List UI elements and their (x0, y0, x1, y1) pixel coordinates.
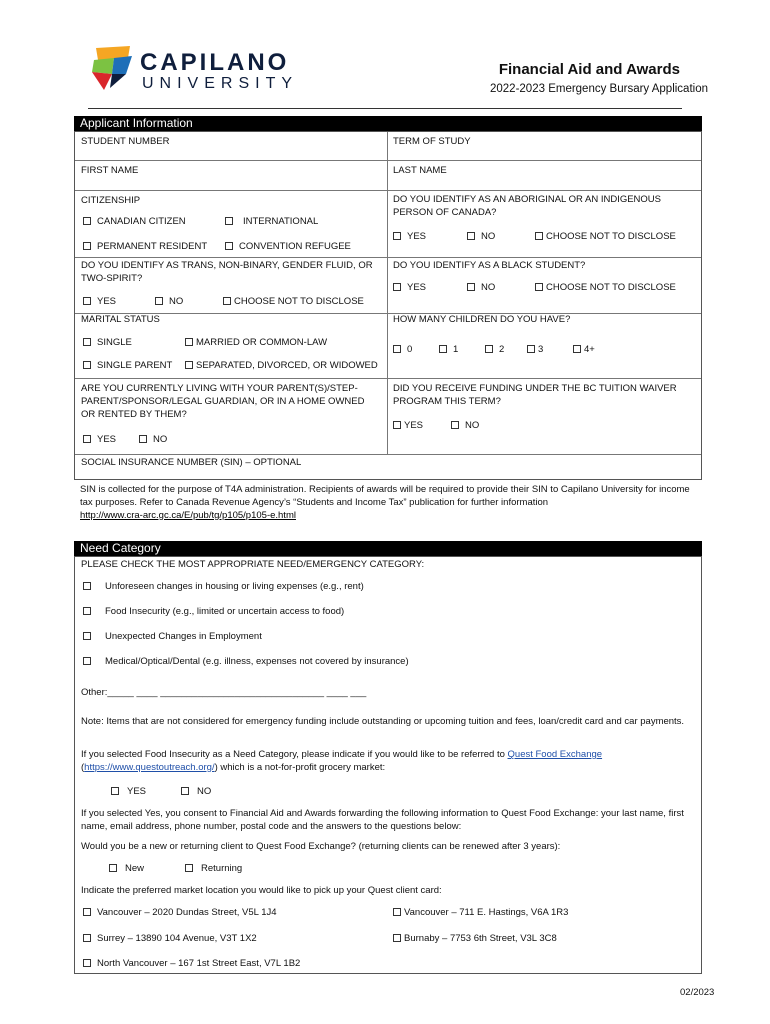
capilano-logo (90, 44, 300, 96)
checkbox-icon (181, 787, 189, 795)
checkbox-icon (83, 934, 91, 942)
parents-yes-checkbox[interactable]: YES (83, 434, 116, 447)
checkbox-icon (185, 361, 193, 369)
sin-note: SIN is collected for the purpose of T4A administration. Recipients of awards will be required to provide their SIN to Capilano University for income tax purposes. Refer to Canada Revenue Agency’s “Students and Income Tax” publication for further information http://www.cra-arc.gc.ca/E/pub/tg/p105/p105-e.html (80, 484, 690, 521)
header-divider (88, 108, 682, 109)
need-instruction: PLEASE CHECK THE MOST APPROPRIATE NEED/EMERGENCY CATEGORY: (81, 559, 425, 570)
checkbox-icon (485, 345, 493, 353)
living-with-parents-question: ARE YOU CURRENTLY LIVING WITH YOUR PARENT(S)/STEP-PARENT/SPONSOR/LEGAL GUARDIAN, OR IN A HOME OWNED OR RENTED BY THEM? (81, 383, 365, 420)
capilano-shield-icon (90, 44, 136, 92)
black-student-question: DO YOU IDENTIFY AS A BLACK STUDENT? (393, 260, 586, 271)
applicant-info-table (74, 131, 702, 480)
checkbox-icon (83, 908, 91, 916)
citizenship-label: CITIZENSHIP (81, 195, 141, 206)
marital-separated-checkbox[interactable]: SEPARATED, DIVORCED, OR WIDOWED (185, 360, 378, 373)
indigenous-yes-checkbox[interactable]: YES (393, 231, 426, 244)
checkbox-icon (83, 657, 91, 665)
children-4plus-checkbox[interactable]: 4+ (573, 344, 595, 357)
checkbox-icon (439, 345, 447, 353)
checkbox-icon (393, 908, 401, 916)
checkbox-icon (83, 361, 91, 369)
checkbox-icon (535, 232, 543, 240)
checkbox-icon (451, 421, 459, 429)
black-yes-checkbox[interactable]: YES (393, 282, 426, 295)
quest-food-exchange-link[interactable]: Quest Food Exchange (507, 749, 603, 760)
need-section-header: Need Category (74, 541, 702, 556)
checkbox-icon (393, 421, 401, 429)
citizenship-permanent-resident-checkbox[interactable]: PERMANENT RESIDENT (83, 241, 207, 254)
new-client-question: Would you be a new or returning client to Quest Food Exchange? (returning clients can be renewed after 3 years): (81, 841, 561, 852)
children-question: HOW MANY CHILDREN DO YOU HAVE? (393, 314, 571, 325)
black-not-disclose-checkbox[interactable]: CHOOSE NOT TO DISCLOSE (535, 282, 676, 295)
marital-status-label: MARITAL STATUS (81, 314, 160, 325)
row-divider (75, 190, 701, 191)
checkbox-icon (467, 232, 475, 240)
checkbox-icon (83, 217, 91, 225)
checkbox-icon (393, 934, 401, 942)
location-question: Indicate the preferred market location you would like to pick up your Quest client card: (81, 885, 442, 896)
quest-outreach-url-link[interactable]: https://www.questoutreach.org/ (84, 761, 215, 773)
tuition-waiver-yes-checkbox[interactable]: YES (393, 420, 423, 433)
indigenous-no-checkbox[interactable]: NO (467, 231, 495, 244)
need-other-field[interactable]: Other:_____ ____ _______________________________ ____ ___ (81, 687, 367, 698)
column-divider (387, 132, 388, 454)
checkbox-icon (225, 217, 233, 225)
marital-single-checkbox[interactable]: SINGLE (83, 337, 132, 350)
need-note: Note: Items that are not considered for emergency funding include outstanding or upcoming tuition and fees, loan/credit card and car payments. (81, 716, 685, 727)
checkbox-icon (527, 345, 535, 353)
checkbox-icon (185, 864, 193, 872)
checkbox-icon (111, 787, 119, 795)
need-housing-checkbox[interactable]: Unforeseen changes in housing or living expenses (e.g., rent) (83, 581, 364, 594)
marital-single-parent-checkbox[interactable]: SINGLE PARENT (83, 360, 172, 373)
children-1-checkbox[interactable]: 1 (439, 344, 458, 357)
need-category-panel (74, 556, 702, 974)
location-surrey-checkbox[interactable]: Surrey – 13890 104 Avenue, V3T 1X2 (83, 933, 257, 946)
checkbox-icon (83, 632, 91, 640)
location-vancouver-hastings-checkbox[interactable]: Vancouver – 711 E. Hastings, V6A 1R3 (393, 907, 568, 920)
checkbox-icon (83, 607, 91, 615)
location-north-vancouver-checkbox[interactable]: North Vancouver – 167 1st Street East, V7L 1B2 (83, 958, 300, 971)
sin-field[interactable]: SOCIAL INSURANCE NUMBER (SIN) – OPTIONAL (81, 457, 302, 468)
checkbox-icon (225, 242, 233, 250)
checkbox-icon (185, 338, 193, 346)
checkbox-icon (139, 435, 147, 443)
children-0-checkbox[interactable]: 0 (393, 344, 412, 357)
food-referral-yes-checkbox[interactable]: YES (111, 786, 146, 799)
children-3-checkbox[interactable]: 3 (527, 344, 543, 357)
logo-wordmark-capilano: CAPILANO (140, 49, 290, 76)
citizenship-convention-refugee-checkbox[interactable]: CONVENTION REFUGEE (225, 241, 351, 254)
need-employment-checkbox[interactable]: Unexpected Changes in Employment (83, 631, 262, 644)
indigenous-question: DO YOU IDENTIFY AS AN ABORIGINAL OR AN INDIGENOUS PERSON OF CANADA? (393, 194, 661, 218)
tuition-waiver-no-checkbox[interactable]: NO (451, 420, 479, 433)
citizenship-canadian-checkbox[interactable]: CANADIAN CITIZEN (83, 216, 186, 229)
checkbox-icon (393, 232, 401, 240)
need-medical-checkbox[interactable]: Medical/Optical/Dental (e.g. illness, expenses not covered by insurance) (83, 656, 409, 669)
footer-date: 02/2023 (680, 987, 715, 998)
parents-no-checkbox[interactable]: NO (139, 434, 167, 447)
row-divider (75, 378, 701, 379)
row-divider (75, 313, 701, 314)
checkbox-icon (83, 959, 91, 967)
trans-no-checkbox[interactable]: NO (155, 296, 183, 309)
trans-question: DO YOU IDENTIFY AS TRANS, NON-BINARY, GENDER FLUID, OR TWO-SPIRIT? (81, 260, 373, 284)
last-name-field[interactable]: LAST NAME (393, 165, 447, 176)
checkbox-icon (83, 435, 91, 443)
quest-consent-text: If you selected Yes, you consent to Financial Aid and Awards forwarding the following information to Quest Food Exchange: your last name, first name, email address, phone number, postal code and the answers to the questions below: (81, 808, 684, 832)
need-food-checkbox[interactable]: Food Insecurity (e.g., limited or uncertain access to food) (83, 606, 344, 619)
food-referral-no-checkbox[interactable]: NO (181, 786, 211, 799)
student-number-field[interactable]: STUDENT NUMBER (81, 136, 170, 147)
first-name-field[interactable]: FIRST NAME (81, 165, 139, 176)
term-of-study-field[interactable]: TERM OF STUDY (393, 136, 471, 147)
client-new-checkbox[interactable]: New (109, 863, 144, 876)
trans-yes-checkbox[interactable]: YES (83, 296, 116, 309)
trans-not-disclose-checkbox[interactable]: CHOOSE NOT TO DISCLOSE (223, 296, 364, 309)
children-2-checkbox[interactable]: 2 (485, 344, 504, 357)
form-subtitle: 2022-2023 Emergency Bursary Application (490, 83, 708, 95)
location-burnaby-checkbox[interactable]: Burnaby – 7753 6th Street, V3L 3C8 (393, 933, 557, 946)
form-department-title: Financial Aid and Awards (498, 61, 680, 78)
checkbox-icon (467, 283, 475, 291)
marital-married-checkbox[interactable]: MARRIED OR COMMON-LAW (185, 337, 327, 350)
citizenship-international-checkbox[interactable]: INTERNATIONAL (225, 216, 318, 229)
checkbox-icon (83, 297, 91, 305)
cra-link[interactable]: http://www.cra-arc.gc.ca/E/pub/tg/p105/p105-e.html (80, 509, 296, 521)
location-vancouver-dundas-checkbox[interactable]: Vancouver – 2020 Dundas Street, V5L 1J4 (83, 907, 277, 920)
row-divider (75, 257, 701, 258)
checkbox-icon (573, 345, 581, 353)
row-divider (75, 160, 701, 161)
row-divider (75, 454, 701, 455)
checkbox-icon (535, 283, 543, 291)
black-no-checkbox[interactable]: NO (467, 282, 495, 295)
client-returning-checkbox[interactable]: Returning (185, 863, 242, 876)
tuition-waiver-question: DID YOU RECEIVE FUNDING UNDER THE BC TUITION WAIVER PROGRAM THIS TERM? (393, 383, 677, 407)
food-referral-question: If you selected Food Insecurity as a Need Category, please indicate if you would like to be referred to Quest Food Exchange (https://www.questoutreach.org/) which is a not-for-profit grocery market: (81, 749, 603, 773)
checkbox-icon (83, 338, 91, 346)
checkbox-icon (393, 283, 401, 291)
checkbox-icon (223, 297, 231, 305)
applicant-section-header: Applicant Information (74, 116, 702, 131)
checkbox-icon (393, 345, 401, 353)
indigenous-not-disclose-checkbox[interactable]: CHOOSE NOT TO DISCLOSE (535, 231, 676, 244)
checkbox-icon (109, 864, 117, 872)
checkbox-icon (83, 582, 91, 590)
checkbox-icon (155, 297, 163, 305)
checkbox-icon (83, 242, 91, 250)
logo-wordmark-university: UNIVERSITY (142, 75, 299, 92)
